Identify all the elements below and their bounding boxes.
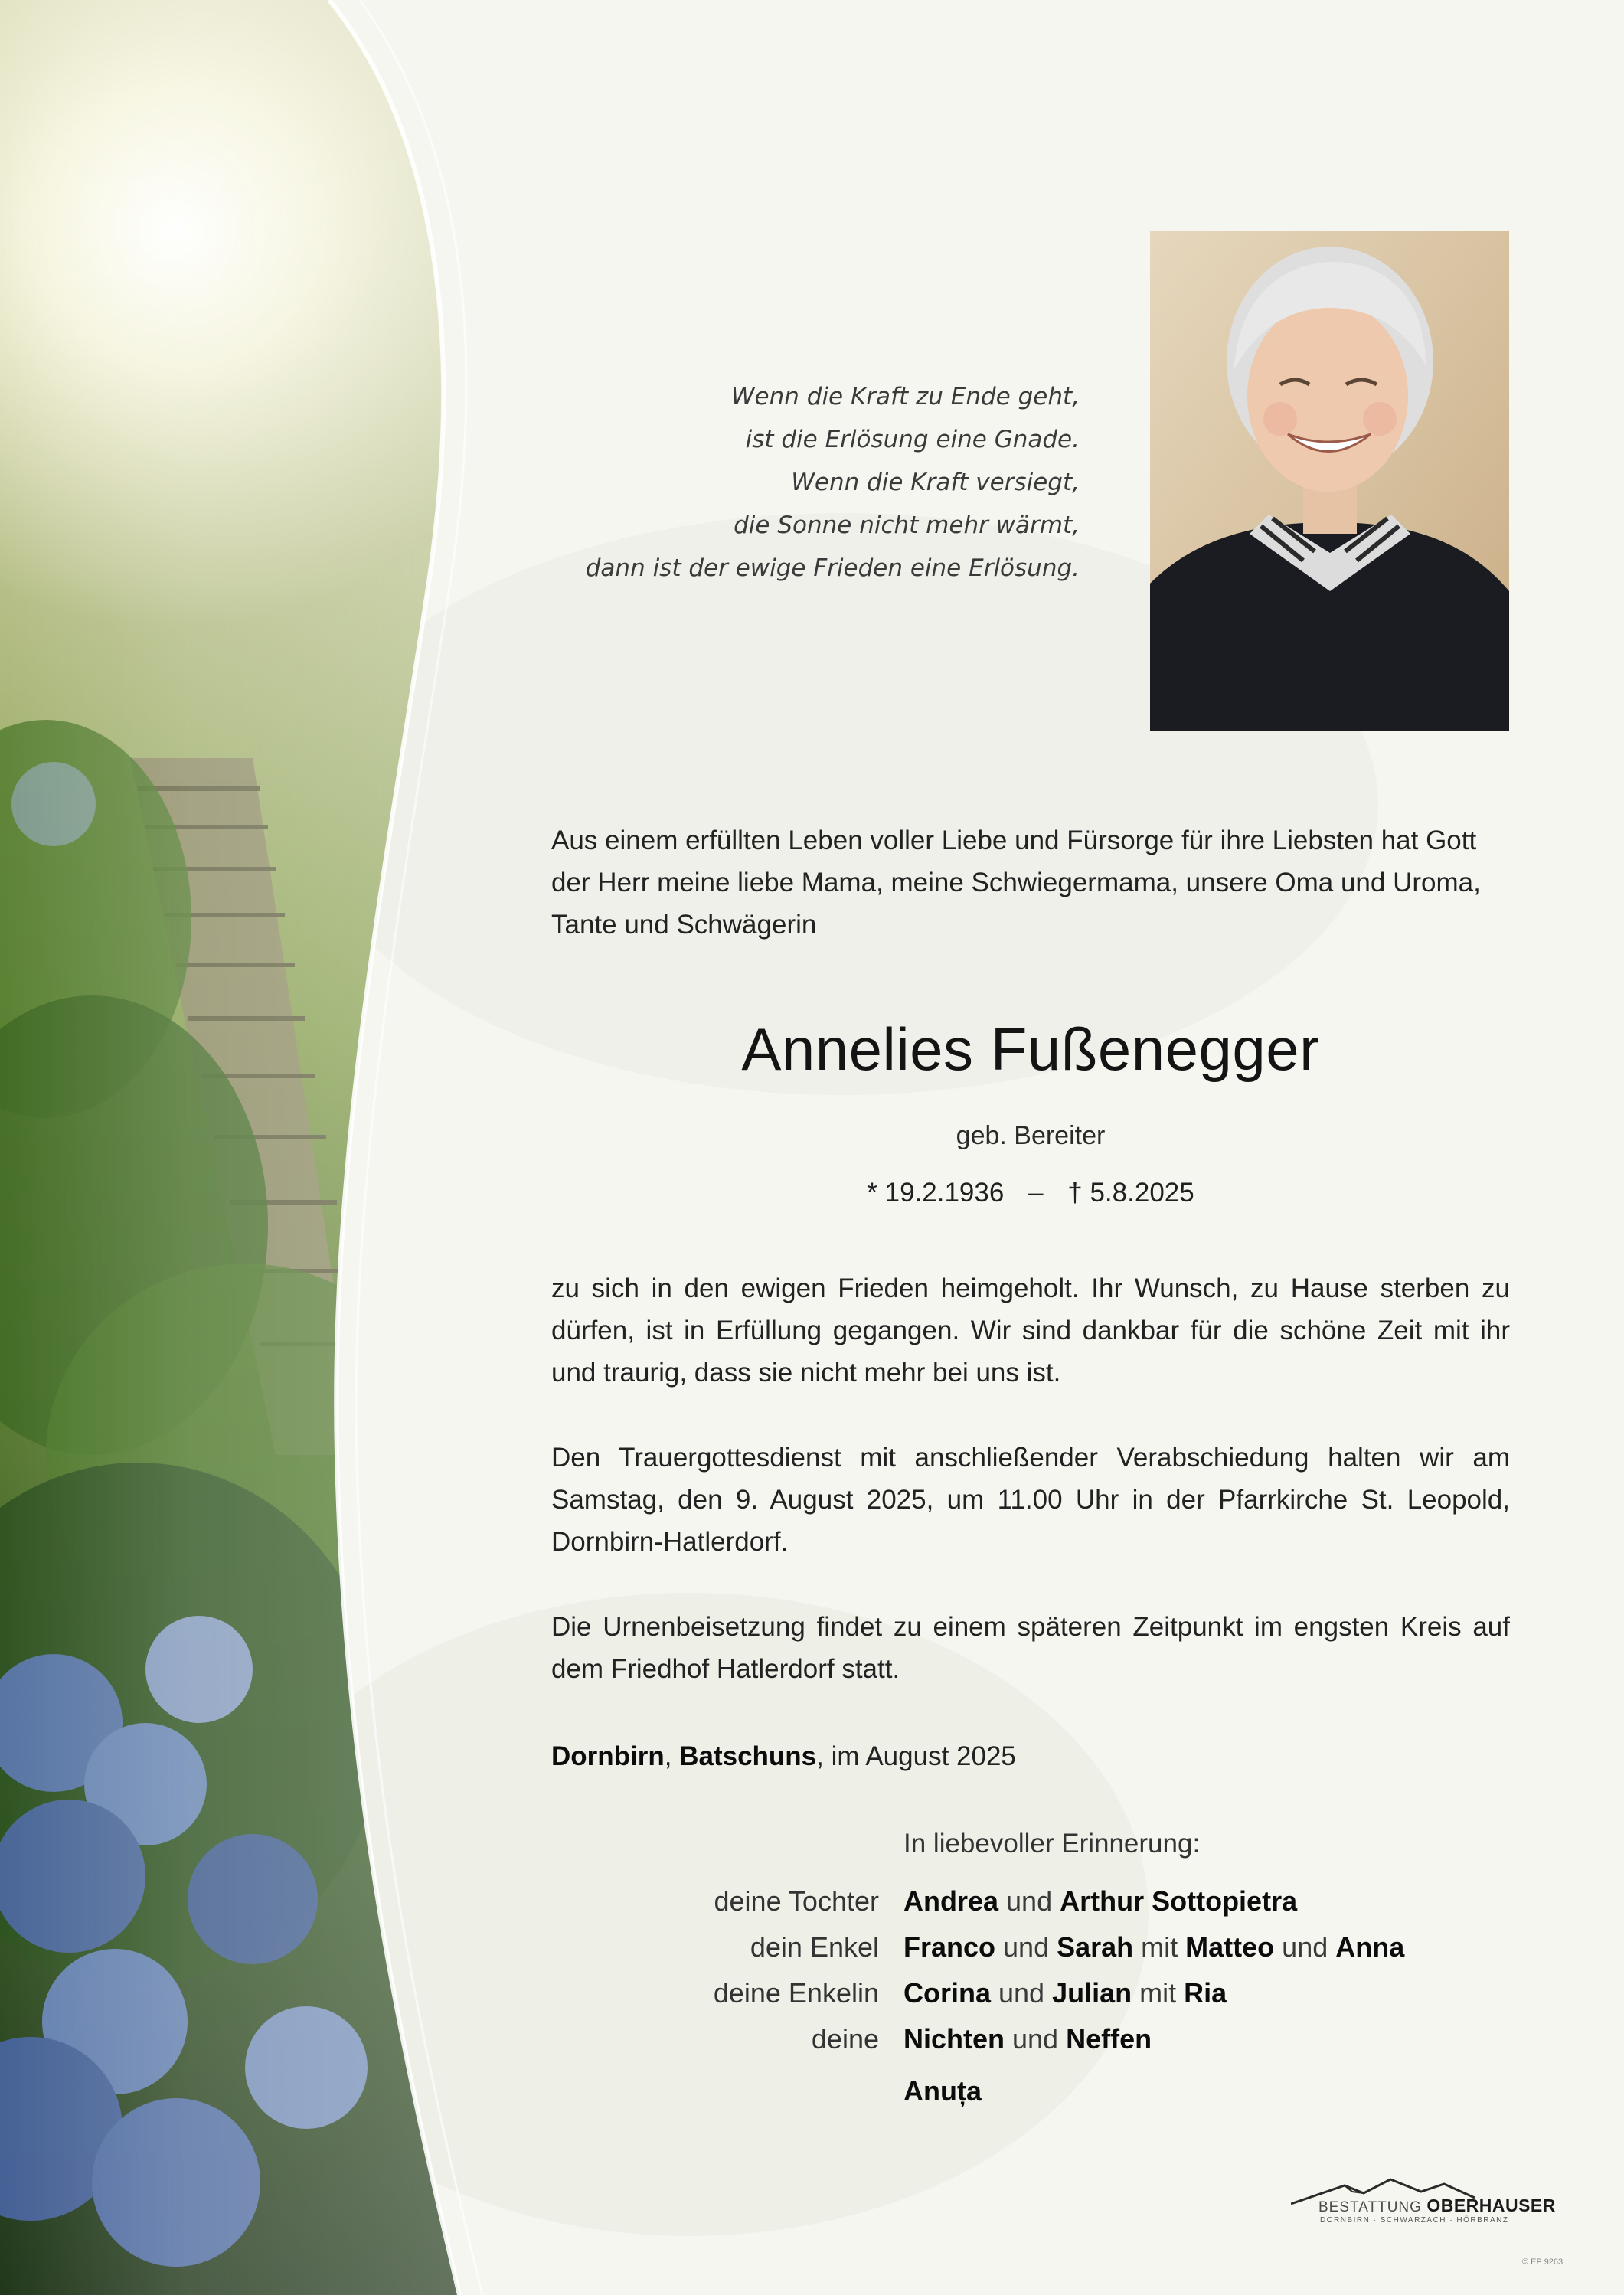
family-connector: und [1274,1931,1336,1963]
family-relation: deine [811,2023,879,2055]
funeral-home-logo [1291,2175,1556,2231]
birth-date: * 19.2.1936 [867,1178,1005,1208]
family-names [903,2015,1152,2063]
place-date: , im August 2025 [816,1741,1016,1771]
family-names [903,1924,1404,1971]
family-member: Nichten [903,2023,1005,2055]
family-member: Corina [903,1977,992,2009]
family-relation: deine Tochter [714,1885,879,1917]
family-row [551,1924,1547,1971]
family-member: Andrea [903,1885,999,1917]
family-member: Matteo [1185,1931,1275,1963]
intro-line: der Herr meine liebe Mama, meine Schwiegermama, unsere Oma und Uroma, [551,868,1481,897]
place-town: Dornbirn [551,1741,665,1771]
memory-heading: In liebevoller Erinnerung: [903,1829,1201,1859]
portrait-photo [1150,231,1509,731]
family-member: Arthur Sottopietra [1060,1885,1298,1917]
deceased-name: Annelies Fußenegger [741,1015,1320,1083]
intro-text [551,819,1510,946]
family-member: Sarah [1057,1931,1134,1963]
family-connector: und [995,1931,1057,1963]
family-member: Ria [1184,1977,1227,2009]
paragraph-funeral-service: Den Trauergottesdienst mit anschließender Verabschiedung halten wir am Samstag, den 9. August 2025, um 11.00 Uhr in der Pfarrkirche St. Leopold, Dornbirn-Hatlerdorf. [551,1443,1510,1557]
logo-wordmark [1318,2195,1556,2218]
logo-prefix: BESTATTUNG [1318,2199,1422,2215]
intro-line: Tante und Schwägerin [551,910,817,940]
family-member: Franco [903,1931,996,1963]
memorial-quote [490,375,1080,590]
quote-line: Wenn die Kraft versiegt, [791,469,1080,496]
family-row [551,2015,1547,2063]
family-names [903,1878,1297,1925]
family-row [551,1878,1547,1925]
family-row [551,2068,1547,2115]
family-connector: und [998,1885,1060,1917]
family-names [903,2068,982,2115]
quote-line: Wenn die Kraft zu Ende geht, [730,383,1080,410]
family-member: Julian [1052,1977,1132,2009]
quote-line: ist die Erlösung eine Gnade. [745,426,1080,453]
quote-line: dann ist der ewige Frieden eine Erlösung. [585,554,1080,582]
date-separator: – [1028,1178,1044,1208]
family-names [903,1970,1227,2017]
document-code: © EP 9263 [1522,2257,1564,2267]
maiden-name: geb. Bereiter [956,1121,1106,1150]
paragraph-passing: zu sich in den ewigen Frieden heimgeholt. Ihr Wunsch, zu Hause sterben zu dürfen, ist in Erfüllung gegangen. Wir sind dankbar für die schöne Zeit mit ihr und traurig, dass sie nicht mehr bei uns ist. [551,1273,1510,1388]
intro-line: Aus einem erfüllten Leben voller Liebe und Fürsorge für ihre Liebsten hat Gott [551,825,1477,855]
logo-subline: DORNBIRN · SCHWARZACH · HÖRBRANZ [1320,2216,1509,2225]
quote-line: die Sonne nicht mehr wärmt, [734,512,1080,539]
logo-brand: OBERHAUSER [1426,2195,1556,2215]
family-member: Neffen [1066,2023,1152,2055]
family-connector: und [1005,2023,1067,2055]
place-and-date [551,1735,1510,1777]
paragraph-urn-burial: Die Urnenbeisetzung findet zu einem späteren Zeitpunkt im engsten Kreis auf dem Friedhof Hatlerdorf statt. [551,1612,1510,1684]
family-relation: dein Enkel [750,1931,879,1963]
family-row [551,1970,1547,2017]
place-town: Batschuns [679,1741,817,1771]
place-separator: , [664,1741,680,1771]
family-member: Anuța [903,2075,982,2107]
death-date: † 5.8.2025 [1067,1178,1194,1208]
life-dates [551,1173,1510,1213]
family-connector: mit [1132,1977,1185,2009]
family-relation: deine Enkelin [713,1977,879,2009]
family-connector: mit [1133,1931,1186,1963]
family-connector: und [991,1977,1053,2009]
family-member: Anna [1335,1931,1405,1963]
